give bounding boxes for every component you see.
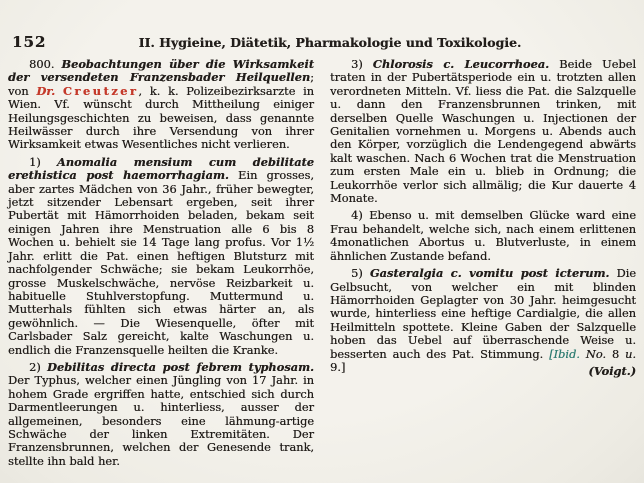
section-title: II. Hygieine, Diätetik, Pharmakologie und Toxikologie. — [138, 35, 522, 50]
text-segment: Beide Uebel traten in der Pubertätsperiode ein u. trotzten allen verordneten Mitteln. Vf. liess die Pat. die Salzquelle u. dann den Franzensbrunnen trinken, mit derselben Quelle Waschungen u. Injectionen der Genitalien vornehmen u. Morgens u. Abends auch den Körper, vorzüglich die Lendengegend abwärts kalt waschen. Nach 6 Wochen trat die Menstruation zum ersten Male ein u. blieb in Ordnung; die Leukorrhöe verlor sich allmälig; die Kur dauerte 4 Monate. — [330, 57, 637, 206]
text-segment: 9.] — [330, 359, 346, 374]
text-segment: Creutzer — [62, 83, 139, 98]
text-segment — [55, 84, 63, 98]
text-segment: u. — [625, 346, 636, 361]
text-segment: No. — [579, 346, 606, 361]
text-segment: 2) — [29, 359, 47, 374]
two-column-text — [8, 58, 636, 472]
right-column — [330, 58, 636, 472]
text-segment: 5) — [351, 266, 370, 281]
text-segment: 1) — [29, 154, 57, 169]
page-header — [0, 33, 644, 53]
paragraph — [330, 209, 636, 263]
text-segment: 3) — [351, 57, 373, 71]
text-segment: 800. — [29, 57, 62, 71]
left-column — [8, 58, 314, 472]
text-segment: Die Gelbsucht, von welcher ein mit blinden Hämorrhoiden Geplagter von 30 Jahr. heimgesucht wurde, hinterliess eine heftige Cardialgie, die allen Heilmitteln spottete. Kleine Gaben der Salzquelle hoben das Uebel auf überraschende Weise u. besserten auch des Pat. Stimmung. — [330, 266, 637, 361]
paragraph — [8, 58, 314, 152]
text-segment: 4) Ebenso u. mit demselben Glücke ward eine Frau behandelt, welche sich, nach einem erlittenen 4monatlichen Abortus u. Blutverluste, in einem ähnlichen Zustande befand. — [330, 208, 636, 263]
page-number: 152 — [12, 33, 47, 51]
paragraph — [330, 267, 636, 374]
text-segment: Gasteralgia c. vomitu post icterum. — [369, 266, 610, 281]
author-signature: (Voigt.) — [588, 363, 636, 378]
text-segment: Ein grosses, aber zartes Mädchen von 36 Jahr., früher bewegter, jetzt sitzender Lebensart ergeben, seit ihrer Pubertät mit Hämorrhoiden beladen, bekam seit einigen Jahren ihre Menstruation alle 6 bis 8 Wochen u. behielt sie 14 Tage lang profus. Vor 1½ Jahr. erlitt die Pat. einen heftigen Blutsturz mit nachfolgender Schwäche; sie bekam Leukorrhöe, grosse Muskelschwäche, nervöse Reizbarkeit u. habituelle Stuhlverstopfung. Muttermund u. Mutterhals fühlten sich etwas härter an, als gewöhnlich. — Die Wiesenquelle, öfter mit Carlsbader Salz gereicht, kalte Waschungen u. endlich die Franzensquelle heilten die Kranke. — [8, 168, 315, 357]
text-segment: Der Typhus, welcher einen Jüngling von 17 Jahr. in hohem Grade ergriffen hatte, entschied sich durch Darmentleerungen u. hinterliess, ausser der allgemeinen, besonders eine lähmung-artige Schwäche der linken Extremitäten. Der Franzensbrunnen, welchen der Genesende trank, stellte ihn bald her. — [8, 373, 314, 468]
text-segment: Chlorosis c. Leucorrhoea. — [372, 57, 550, 71]
text-segment: Beobachtungen über die Wirksamkeit der versendeten Franzensbader Heilquellen — [8, 57, 315, 85]
paragraph — [8, 156, 314, 357]
text-segment: ; von — [8, 70, 314, 98]
text-segment: Dr. — [36, 83, 56, 98]
text-segment: Debilitas directa post febrem typhosam. — [47, 359, 315, 374]
text-segment: Anomalia mensium cum debilitate erethistica post haemorrhagiam. — [8, 154, 314, 183]
paragraph — [330, 58, 636, 205]
text-segment: , k. k. Polizeibezirksarzte in Wien. Vf. wünscht durch Mittheilung einiger Heilungsgeschichten zu beweisen, dass genannte Heilwässer durch ihre Versendung von ihrer Wirksamkeit etwas Wesentliches nicht verlieren. — [8, 83, 314, 152]
text-segment: 8 — [606, 346, 626, 361]
text-segment: [Ibid. — [549, 346, 580, 361]
paragraph — [8, 361, 314, 468]
